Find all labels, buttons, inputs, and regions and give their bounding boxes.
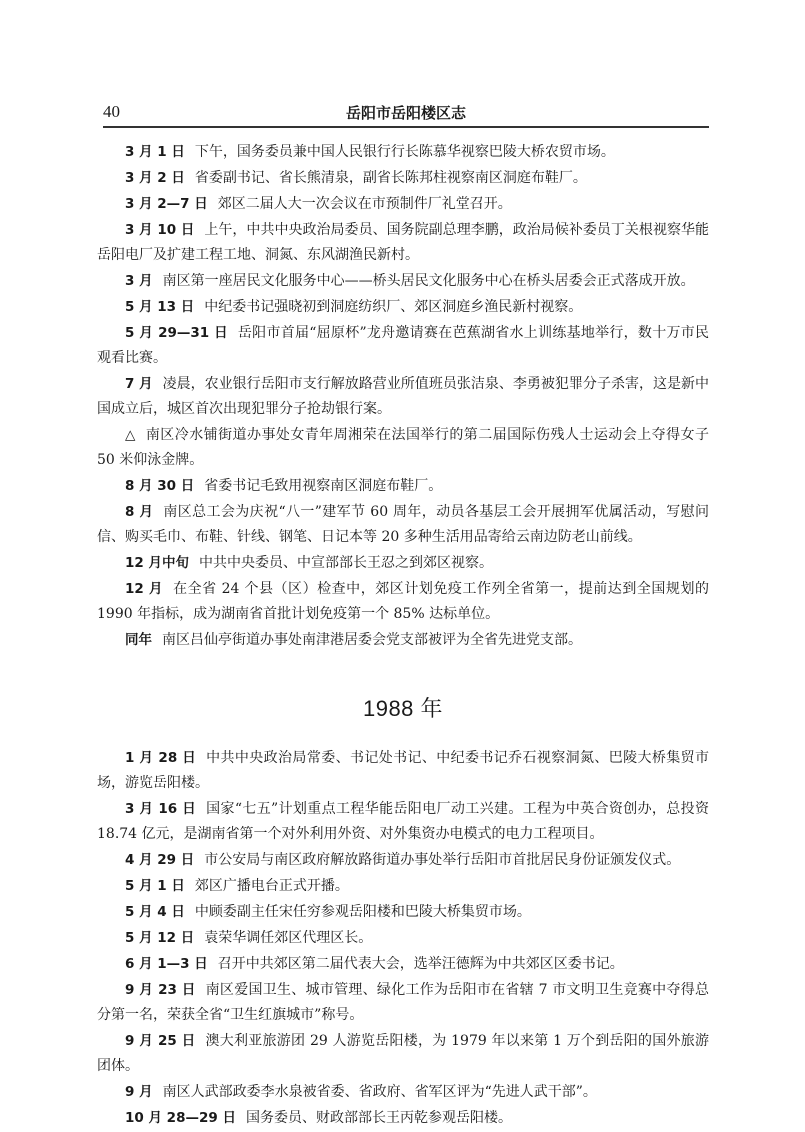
entry-text: 岳阳市首届“屈原杯”龙舟邀请赛在芭蕉湖省水上训练基地举行，数十万市民观看比赛。 <box>97 325 709 366</box>
chronicle-entry <box>97 423 709 473</box>
entry-date: 4 月 29 日 <box>125 852 195 868</box>
page-number: 40 <box>103 102 120 121</box>
chronicle-content <box>97 140 709 1132</box>
entry-text: 澳大利亚旅游团 29 人游览岳阳楼，为 1979 年以来第 1 万个到岳阳的国外旅游团体。 <box>97 1033 709 1074</box>
entry-text: 上午，中共中央政治局委员、国务院副总理李鹏，政治局候补委员丁关根视察华能岳阳电厂及扩建工程工地、洞氮、东风湖渔民新村。 <box>97 222 710 263</box>
entry-text: 中纪委书记强晓初到洞庭纺织厂、郊区洞庭乡渔民新村视察。 <box>204 299 583 315</box>
entry-date: 3 月 2 日 <box>125 170 185 186</box>
entry-text: 郊区二届人大一次会议在市预制件厂礼堂召开。 <box>217 196 512 212</box>
year-heading: 1988 年 <box>362 696 444 721</box>
entries-1988 <box>97 746 709 1131</box>
chronicle-entry <box>97 474 709 499</box>
entry-text: 凌晨，农业银行岳阳市支行解放路营业所值班员张洁泉、李勇被犯罪分子杀害，这是新中国成立后，城区首次出现犯罪分子抢劫银行案。 <box>97 376 710 417</box>
chronicle-entry <box>97 848 709 873</box>
chronicle-entry <box>97 551 709 576</box>
chronicle-entry <box>97 874 709 899</box>
chronicle-entry <box>97 797 709 847</box>
entry-date: △ <box>125 427 136 443</box>
chronicle-entry <box>97 900 709 925</box>
chronicle-entry <box>97 372 709 422</box>
entry-date: 5 月 29—31 日 <box>125 325 228 341</box>
entry-date: 8 月 30 日 <box>125 478 195 494</box>
entry-date: 3 月 2—7 日 <box>125 196 208 212</box>
chronicle-entry <box>97 1080 709 1105</box>
chronicle-entry <box>97 218 709 268</box>
entry-date: 7 月 <box>125 376 153 392</box>
chronicle-entry <box>97 978 709 1028</box>
entry-text: 南区人武部政委李水泉被省委、省政府、省军区评为“先进人武干部”。 <box>162 1084 597 1100</box>
entry-date: 9 月 <box>125 1084 153 1100</box>
entry-text: 南区吕仙亭街道办事处南津港居委会党支部被评为全省先进党支部。 <box>162 632 582 648</box>
entry-date: 6 月 1—3 日 <box>125 956 208 972</box>
entry-date: 5 月 13 日 <box>125 299 195 315</box>
entry-text: 南区爱国卫生、城市管理、绿化工作为岳阳市在省辖 7 市文明卫生竞赛中夺得总分第一名，荣获全省“卫生红旗城市”称号。 <box>97 982 710 1023</box>
entry-text: 南区冷水铺街道办事处女青年周湘荣在法国举行的第二届国际伤残人士运动会上夺得女子 50 米仰泳金牌。 <box>97 427 709 468</box>
entry-text: 南区总工会为庆祝“八一”建军节 60 周年，动员各基层工会开展拥军优属活动，写慰问信、购买毛巾、布鞋、针线、钢笔、日记本等 20 多种生活用品寄给云南边防老山前线。 <box>97 504 710 545</box>
entry-date: 5 月 4 日 <box>125 904 185 920</box>
entry-date: 3 月 1 日 <box>125 144 185 160</box>
entry-date: 12 月中旬 <box>125 555 189 571</box>
entries-1987 <box>97 140 709 653</box>
chronicle-entry <box>97 952 709 977</box>
entry-text: 召开中共郊区第二届代表大会，选举汪德辉为中共郊区区委书记。 <box>217 956 624 972</box>
chronicle-entry <box>97 295 709 320</box>
entry-text: 在全省 24 个县（区）检查中，郊区计划免疫工作列全省第一，提前达到全国规划的 1990 年指标，成为湖南省首批计划免疫第一个 85% 达标单位。 <box>97 581 709 622</box>
entry-text: 省委副书记、省长熊清泉，副省长陈邦柱视察南区洞庭布鞋厂。 <box>194 170 587 186</box>
entry-date: 3 月 <box>125 273 153 289</box>
chronicle-entry <box>97 269 709 294</box>
entry-text: 下午，国务委员兼中国人民银行行长陈慕华视察巴陵大桥农贸市场。 <box>194 144 615 160</box>
chronicle-entry <box>97 140 709 165</box>
entry-date: 5 月 12 日 <box>125 930 195 946</box>
entry-text: 郊区广播电台正式开播。 <box>194 878 349 894</box>
chronicle-entry <box>97 166 709 191</box>
entry-date: 1 月 28 日 <box>125 750 197 766</box>
entry-text: 国家“七五”计划重点工程华能岳阳电厂动工兴建。工程为中英合资创办，总投资 18.74 亿元，是湖南省第一个对外利用外资、对外集资办电模式的电力工程项目。 <box>97 801 710 842</box>
book-title: 岳阳市岳阳楼区志 <box>345 104 466 122</box>
entry-date: 同年 <box>125 632 152 648</box>
chronicle-entry <box>97 746 709 796</box>
chronicle-entry <box>97 628 709 653</box>
chronicle-entry <box>97 500 709 550</box>
entry-text: 袁荣华调任郊区代理区长。 <box>204 930 373 946</box>
chronicle-entry <box>97 1106 709 1131</box>
chronicle-entry <box>97 321 709 371</box>
entry-text: 国务委员、财政部部长王丙乾参观岳阳楼。 <box>245 1110 512 1126</box>
entry-date: 12 月 <box>125 581 164 597</box>
entry-text: 市公安局与南区政府解放路街道办事处举行岳阳市首批居民身份证颁发仪式。 <box>204 852 681 868</box>
chronicle-entry <box>97 192 709 217</box>
entry-date: 8 月 <box>125 504 154 520</box>
chronicle-entry <box>97 926 709 951</box>
page-header <box>103 100 709 128</box>
entry-date: 5 月 1 日 <box>125 878 185 894</box>
header-rule <box>103 126 709 128</box>
chronicle-entry <box>97 577 709 627</box>
entry-date: 9 月 25 日 <box>125 1033 196 1049</box>
entry-date: 10 月 28—29 日 <box>125 1110 236 1126</box>
entry-date: 9 月 23 日 <box>125 982 196 998</box>
entry-text: 中共中央委员、中宣部部长王忍之到郊区视察。 <box>199 555 493 571</box>
entry-date: 3 月 16 日 <box>125 801 197 817</box>
entry-text: 南区第一座居民文化服务中心——桥头居民文化服务中心在桥头居委会正式落成开放。 <box>162 273 695 289</box>
entry-text: 省委书记毛致用视察南区洞庭布鞋厂。 <box>204 478 443 494</box>
entry-text: 中顾委副主任宋任穷参观岳阳楼和巴陵大桥集贸市场。 <box>194 904 531 920</box>
chronicle-entry <box>97 1029 709 1079</box>
entry-date: 3 月 10 日 <box>125 222 195 238</box>
entry-text: 中共中央政治局常委、书记处书记、中纪委书记乔石视察洞氮、巴陵大桥集贸市场，游览岳阳楼。 <box>97 750 710 791</box>
